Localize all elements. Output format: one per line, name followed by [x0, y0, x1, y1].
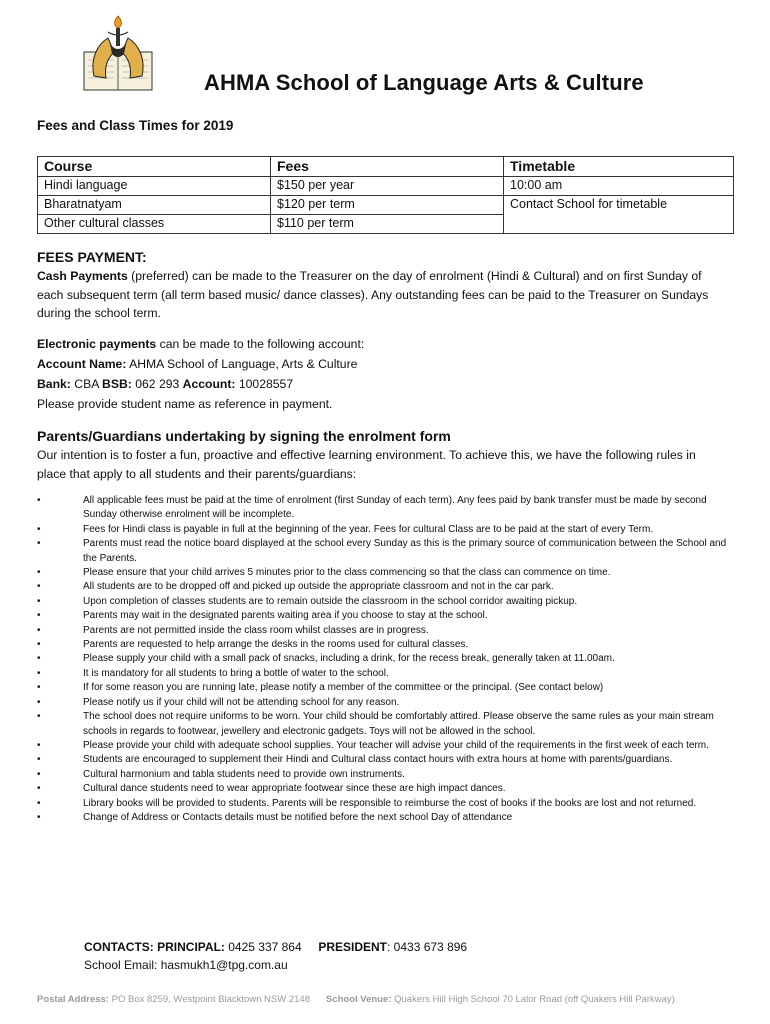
timetable-cell [504, 215, 734, 234]
list-item: • Please ensure that your child arrives 5 minutes prior to the class commencing so that the class can commence on time. [37, 566, 727, 580]
list-item: • Upon completion of classes students are to remain outside the classroom in the school corridor awaiting pickup. [37, 595, 727, 609]
bullet-icon: • [37, 610, 41, 622]
undertaking-heading: Parents/Guardians undertaking by signing the enrolment form [37, 428, 451, 444]
fees-table [37, 156, 734, 234]
bullet-icon: • [37, 639, 41, 651]
list-item: • Cultural harmonium and tabla students need to provide own instruments. [37, 768, 727, 782]
bsb-value: 062 293 [131, 377, 183, 391]
list-item: • Parents are requested to help arrange the desks in the rooms used for cultural classes. [37, 638, 727, 652]
table-row [38, 196, 734, 215]
president-phone: : 0433 673 896 [387, 940, 468, 954]
fee-cell: $120 per term [271, 196, 504, 215]
table-row [38, 215, 734, 234]
account-name-line [37, 354, 364, 374]
bullet-icon: • [37, 811, 41, 823]
fees-class-times-heading: Fees and Class Times for 2019 [37, 118, 234, 133]
school-email-link[interactable]: hasmukh1@tpg.com.au [160, 958, 288, 972]
bullet-icon: • [37, 768, 41, 780]
electronic-payments-label: Electronic payments [37, 337, 157, 351]
contacts-block [84, 938, 467, 974]
bullet-icon: • [37, 696, 41, 708]
account-details [37, 334, 364, 414]
account-name-label: Account Name: [37, 357, 127, 371]
school-name-title: AHMA School of Language Arts & Culture [204, 70, 644, 95]
list-item: • Fees for Hindi class is payable in full at the beginning of the year. Fees for cultural Class are to be paid at the start of every Term. [37, 523, 727, 537]
list-item: • Cultural dance students need to wear appropriate footwear since these are high impact dances. [37, 782, 727, 796]
fees-payment-heading: FEES PAYMENT: [37, 249, 147, 265]
bullet-icon: • [37, 581, 41, 593]
list-item: • All applicable fees must be paid at the time of enrolment (first Sunday of each term). Any fees paid by bank transfer must be made by second Sunday otherwise enrolment will be incomplete. [37, 495, 707, 521]
bullet-icon: • [37, 797, 41, 809]
undertaking-intro: Our intention is to foster a fun, proactive and effective learning environment. To achieve this, we have the following rules in place that apply to all students and their parents/guardians: [37, 448, 696, 481]
list-item: • Please notify us if your child will not be attending school for any reason. [37, 696, 727, 710]
bullet-icon: • [37, 682, 41, 694]
list-item: • Parents are not permitted inside the class room whilst classes are in progress. [37, 624, 727, 638]
course-cell: Other cultural classes [38, 215, 271, 234]
bullet-icon: • [37, 538, 41, 550]
column-header-course: Course [38, 157, 271, 177]
cash-payments-text: (preferred) can be made to the Treasurer on the day of enrolment (Hindi & Cultural) and on first Sunday of each subsequent term (all term based music/ dance classes). Any outstanding fees can be paid to the Treasurer on Sundays during the school term. [37, 269, 709, 320]
list-item: • Please supply your child with a small pack of snacks, including a drink, for the recess break, generally taken at 11.00am. [37, 652, 727, 666]
school-venue: Quakers Hill High School 70 Lalor Road (off Quakers Hill Parkway) [391, 994, 675, 1005]
principal-phone: 0425 337 864 [224, 940, 302, 954]
bullet-icon: • [37, 595, 41, 607]
list-item: • Library books will be provided to students. Parents will be responsible to reimburse the cost of books if the books are lost and not returned. [37, 797, 727, 811]
cash-payments-label: Cash Payments [37, 269, 128, 283]
bullet-icon: • [37, 495, 41, 506]
course-cell: Hindi language [38, 177, 271, 196]
list-item: • Students are encouraged to supplement their Hindi and Cultural class contact hours with extra hours at home with parents/guardians. [37, 753, 727, 767]
list-item: • The school does not require uniforms to be worn. Your child should be comfortably attired. Please observe the same rules as your main stream schools in regards to footwear, jewellery and electronic gadgets. Toys will not be allowed in the school. [37, 711, 714, 737]
page-footer: Postal Address: PO Box 8259, Westpoint Blacktown NSW 2148 School Venue: Quakers Hill High School 70 Lalor Road (off Quakers Hill Parkway) [37, 994, 675, 1005]
course-cell: Bharatnatyam [38, 196, 271, 215]
fee-cell: $150 per year [271, 177, 504, 196]
list-item: • If for some reason you are running late, please notify a member of the committee or the principal. (See contact below) [37, 681, 727, 695]
bullet-icon: • [37, 567, 41, 579]
fee-cell: $110 per term [271, 215, 504, 234]
bank-details-line: Bank: CBA BSB: 062 293 Account: 10028557 [37, 377, 294, 391]
list-item: • It is mandatory for all students to bring a bottle of water to the school. [37, 667, 727, 681]
timetable-cell: Contact School for timetable [504, 196, 734, 215]
list-item: • Parents may wait in the designated parents waiting area if you choose to stay at the school. [37, 609, 727, 623]
list-item: • All students are to be dropped off and picked up outside the appropriate classroom and not in the car park. [37, 580, 727, 594]
reference-note: Please provide student name as reference in payment. [37, 397, 333, 411]
account-name-value: AHMA School of Language, Arts & Culture [126, 357, 358, 371]
contacts-phone-line: CONTACTS: PRINCIPAL: 0425 337 864 PRESIDENT: 0433 673 896 [84, 940, 468, 954]
electronic-payments-line: Electronic payments can be made to the following account: [37, 337, 365, 351]
list-item: • Change of Address or Contacts details must be notified before the next school Day of attendance [37, 811, 727, 825]
table-row [38, 177, 734, 196]
bullet-icon: • [37, 523, 41, 535]
bullet-icon: • [37, 624, 41, 636]
school-email-line: School Email: hasmukh1@tpg.com.au [84, 958, 288, 972]
list-item: • Please provide your child with adequate school supplies. Your teacher will advise your child of the requirements in the first week of each term. [37, 739, 727, 753]
school-logo [80, 14, 156, 96]
timetable-cell: 10:00 am [504, 177, 734, 196]
bullet-icon: • [37, 653, 41, 665]
table-header-row [38, 157, 734, 177]
bullet-icon: • [37, 754, 41, 766]
rules-list [37, 494, 727, 825]
postal-address: PO Box 8259, Westpoint Blacktown NSW 2148 [108, 994, 310, 1005]
bullet-icon: • [37, 783, 41, 795]
cash-payments-paragraph [37, 267, 727, 323]
bullet-icon: • [37, 739, 41, 751]
column-header-fees: Fees [271, 157, 504, 177]
bullet-icon: • [37, 667, 41, 679]
list-item: • Parents must read the notice board displayed at the school every Sunday as this is the primary source of communication between the School and the Parents. [37, 538, 727, 564]
account-number-value: 10028557 [235, 377, 294, 391]
bullet-icon: • [37, 711, 41, 723]
column-header-timetable: Timetable [504, 157, 734, 177]
